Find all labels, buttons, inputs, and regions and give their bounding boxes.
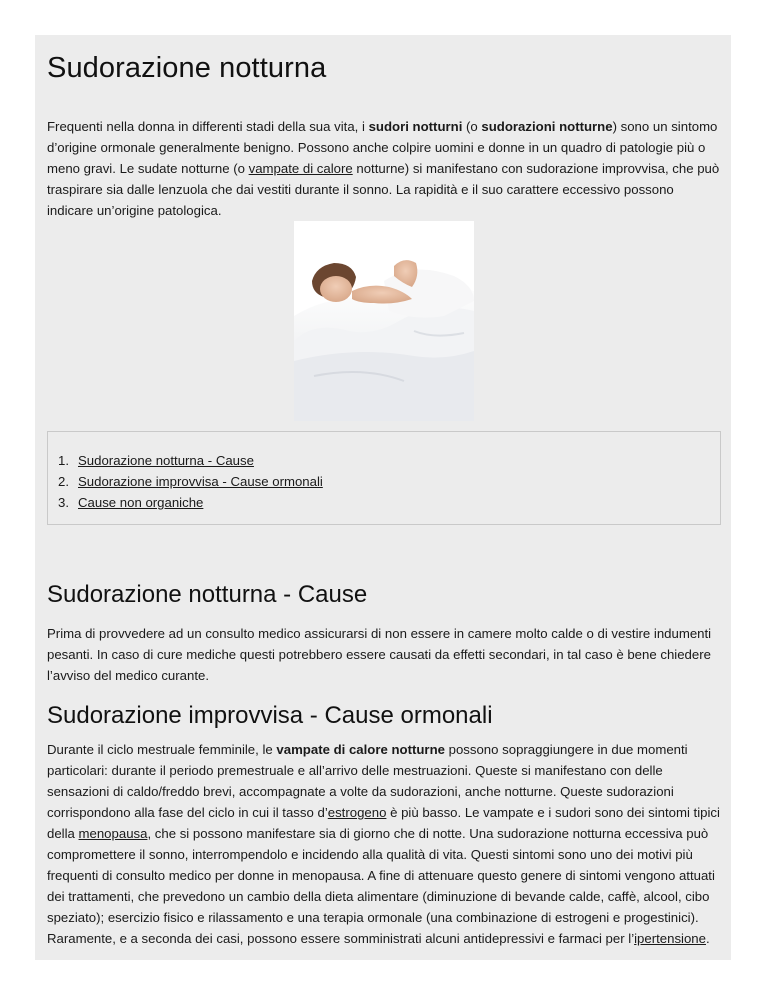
link-vampate-di-calore[interactable]: vampate di calore <box>248 161 353 176</box>
link-estrogeno[interactable]: estrogeno <box>327 805 387 820</box>
toc-link-cause-non-organiche[interactable]: Cause non organiche <box>78 495 204 510</box>
section-paragraph-cause-ormonali: Durante il ciclo mestruale femminile, le vampate di calore notturne possono sopraggiungere in due momenti particolari: durante il periodo premestruale e all’arrivo delle mestruazioni. Queste si manifestano con delle sensazioni di caldo/freddo brevi, accompagnate a volte da sudorazioni, anche notturne. Queste sudorazioni corrispondono alla fase del ciclo in cui il tasso d’estrogeno è più basso. Le vampate e i sudori sono dei sintomi tipici della menopausa, che si possono manifestare sia di giorno che di notte. Una sudorazione notturna eccessiva può compromettere il sonno, interrompendolo e incidendo alla qualità di vita. Questi sintomi sono uno dei motivi più frequenti di consulto medico per donne in menopausa. A fine di attenuare questo genere di sintomi vengono attuati dei trattamenti, che prevedono un cambio della dieta alimentare (diminuzione di bevande calde, caffè, alcool, cibo speziato); esercizio fisico e rilassamento e una terapia ormonale (una combinazione di estrogeni e progestinici). Raramente, e a seconda dei casi, possono essere somministrati alcuni antidepressivi e farmaci per l’ipertensione. <box>47 742 720 946</box>
link-menopausa[interactable]: menopausa <box>78 826 148 841</box>
toc-item: 3. Cause non organiche <box>58 495 204 510</box>
section-paragraph-cause: Prima di provvedere ad un consulto medico assicurarsi di non essere in camere molto calde o di vestire indumenti pesanti. In caso di cure mediche questi potrebbero essere causati da effetti secondari, in tal caso è bene chiedere l’avviso del medico curante. <box>47 626 712 683</box>
toc-item: 1. Sudorazione notturna - Cause <box>58 453 254 468</box>
toc-item: 2. Sudorazione improvvisa - Cause ormonali <box>58 474 323 489</box>
intro-paragraph: Frequenti nella donna in differenti stadi della sua vita, i sudori notturni (o sudorazioni notturne) sono un sintomo d’origine ormonale generalmente benigno. Possono anche colpire uomini e donne in un quadro di patologie più o meno gravi. Le sudate notturne (o vampate di calore notturne) si manifestano con sudorazione improvvisa, che può traspirare sia dalle lenzuola che dai vestiti durante il sonno. La rapidità e il suo carattere eccessivo possono indicare un’origine patologica. <box>47 119 720 218</box>
toc-link-cause-ormonali[interactable]: Sudorazione improvvisa - Cause ormonali <box>78 474 323 489</box>
keyword-vampate-notturne: vampate di calore notturne <box>276 742 445 757</box>
article-container <box>35 35 731 960</box>
link-ipertensione[interactable]: ipertensione <box>634 931 706 946</box>
sleeping-woman-illustration <box>294 221 474 421</box>
section-heading-cause: Sudorazione notturna - Cause <box>47 581 368 608</box>
toc-link-cause[interactable]: Sudorazione notturna - Cause <box>78 453 254 468</box>
keyword-sudori-notturni: sudori notturni <box>368 119 463 134</box>
keyword-sudorazioni-notturne: sudorazioni notturne <box>481 119 613 134</box>
section-heading-cause-ormonali: Sudorazione improvvisa - Cause ormonali <box>47 702 493 729</box>
page-title: Sudorazione notturna <box>47 52 327 84</box>
table-of-contents <box>47 431 721 525</box>
sleeping-woman-image <box>294 221 474 421</box>
